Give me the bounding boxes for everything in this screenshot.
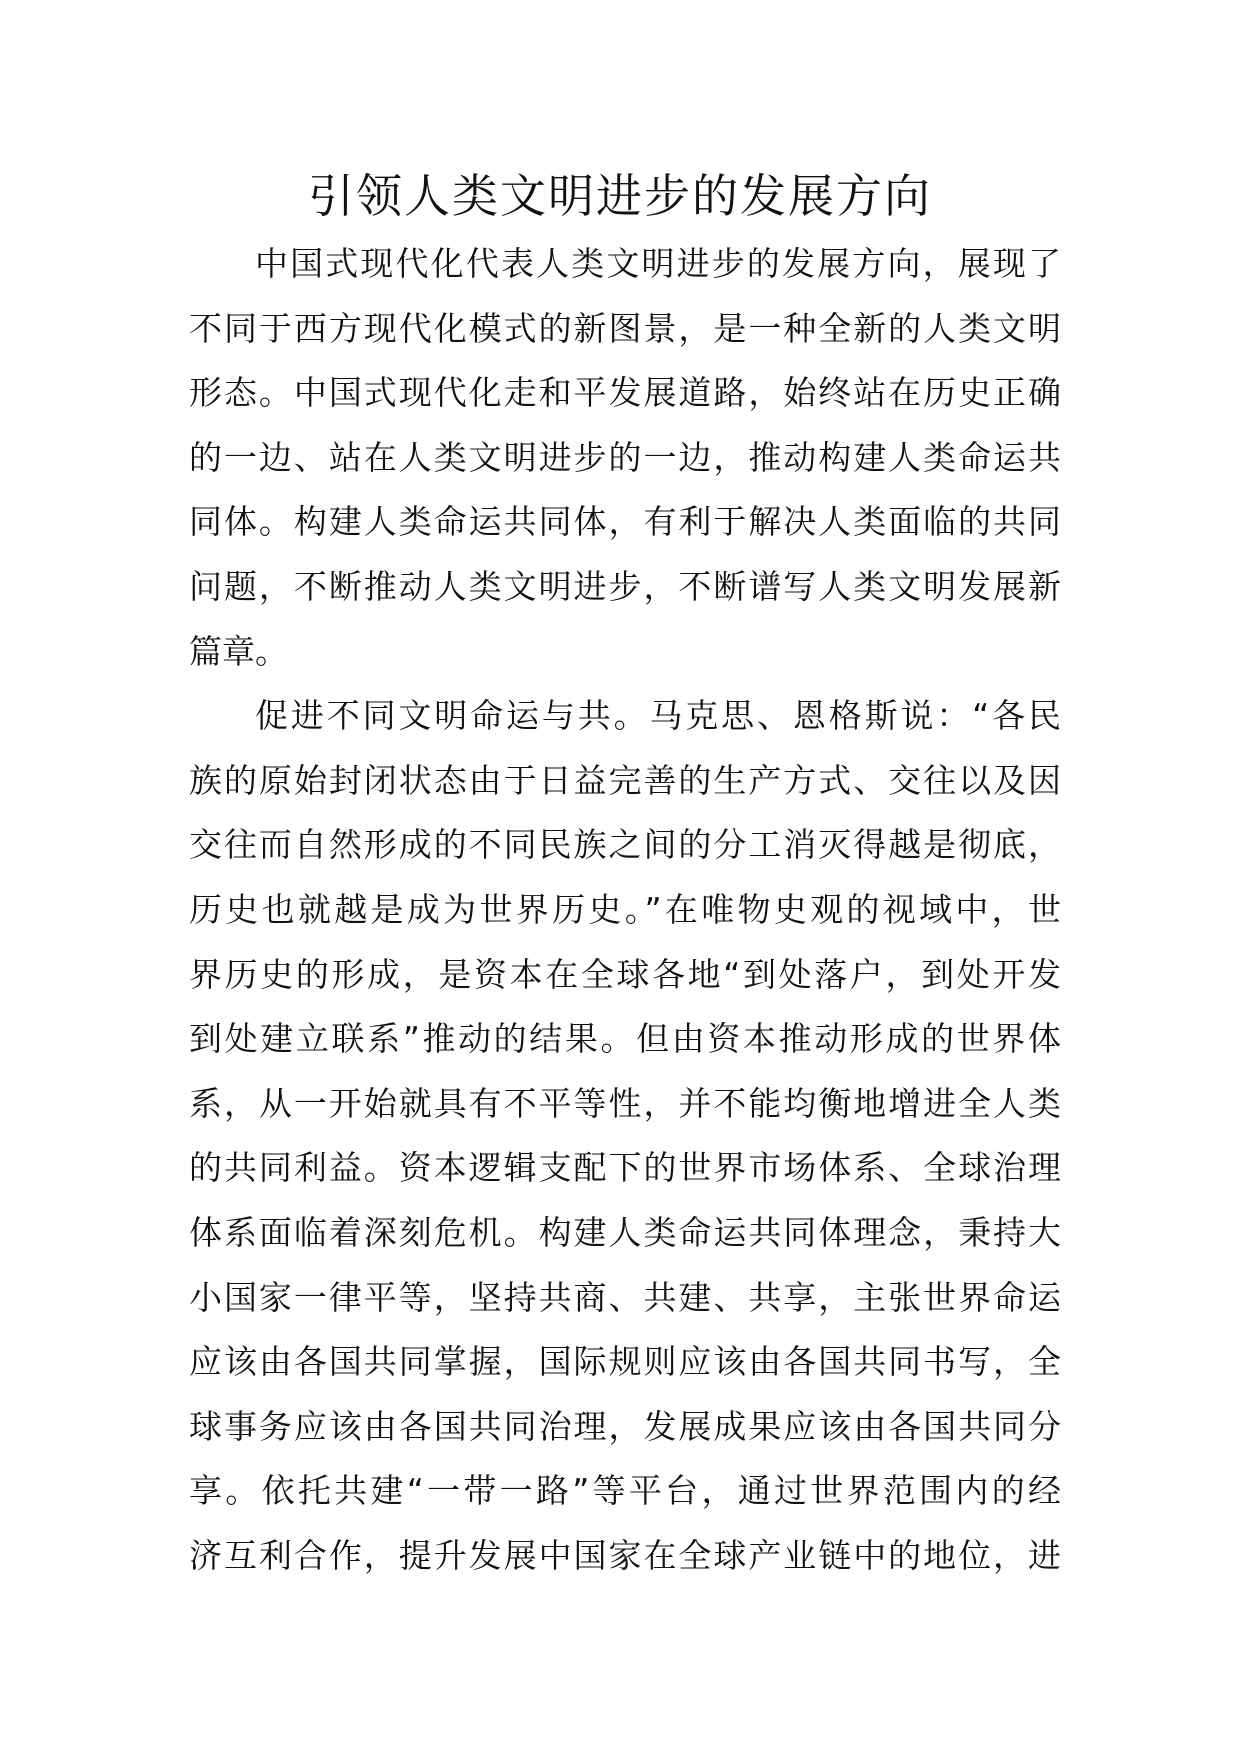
paragraph-line: 问题，不断推动人类文明进步，不断谱写人类文明发展新 — [189, 566, 1061, 606]
paragraph-line: 的一边、站在人类文明进步的一边，推动构建人类命运共 — [189, 437, 1061, 477]
paragraph-1 — [189, 232, 1061, 684]
paragraph-line: 球事务应该由各国共同治理，发展成果应该由各国共同分 — [189, 1406, 1061, 1446]
paragraph-line: 促进不同文明命运与共。马克思、恩格斯说：“各民 — [255, 696, 1061, 736]
paragraph-line: 篇章。 — [189, 631, 288, 671]
paragraph-line: 界历史的形成，是资本在全球各地“到处落户，到处开发 — [189, 954, 1061, 994]
paragraph-line: 历史也就越是成为世界历史。”在唯物史观的视域中，世 — [189, 889, 1061, 929]
paragraph-line: 体系面临着深刻危机。构建人类命运共同体理念，秉持大 — [189, 1212, 1061, 1252]
paragraph-line: 系，从一开始就具有不平等性，并不能均衡地增进全人类 — [189, 1083, 1061, 1123]
paragraph-line: 应该由各国共同掌握，国际规则应该由各国共同书写，全 — [189, 1342, 1061, 1382]
document-body — [189, 232, 1061, 1588]
paragraph-line: 交往而自然形成的不同民族之间的分工消灭得越是彻底， — [189, 825, 1061, 865]
paragraph-line: 济互利合作，提升发展中国家在全球产业链中的地位，进 — [189, 1535, 1061, 1575]
paragraph-line: 形态。中国式现代化走和平发展道路，始终站在历史正确 — [189, 373, 1061, 413]
document-title: 引领人类文明进步的发展方向 — [308, 169, 932, 223]
paragraph-line: 族的原始封闭状态由于日益完善的生产方式、交往以及因 — [189, 760, 1061, 800]
paragraph-line: 同体。构建人类命运共同体，有利于解决人类面临的共同 — [189, 502, 1061, 542]
paragraph-line: 到处建立联系”推动的结果。但由资本推动形成的世界体 — [189, 1019, 1061, 1059]
paragraph-line: 不同于西方现代化模式的新图景，是一种全新的人类文明 — [189, 308, 1061, 348]
paragraph-line: 享。依托共建“一带一路”等平台，通过世界范围内的经 — [189, 1471, 1061, 1511]
paragraph-2 — [189, 684, 1061, 1588]
paragraph-line: 小国家一律平等，坚持共商、共建、共享，主张世界命运 — [189, 1277, 1061, 1317]
paragraph-line: 的共同利益。资本逻辑支配下的世界市场体系、全球治理 — [189, 1148, 1061, 1188]
paragraph-line: 中国式现代化代表人类文明进步的发展方向，展现了 — [255, 244, 1061, 283]
